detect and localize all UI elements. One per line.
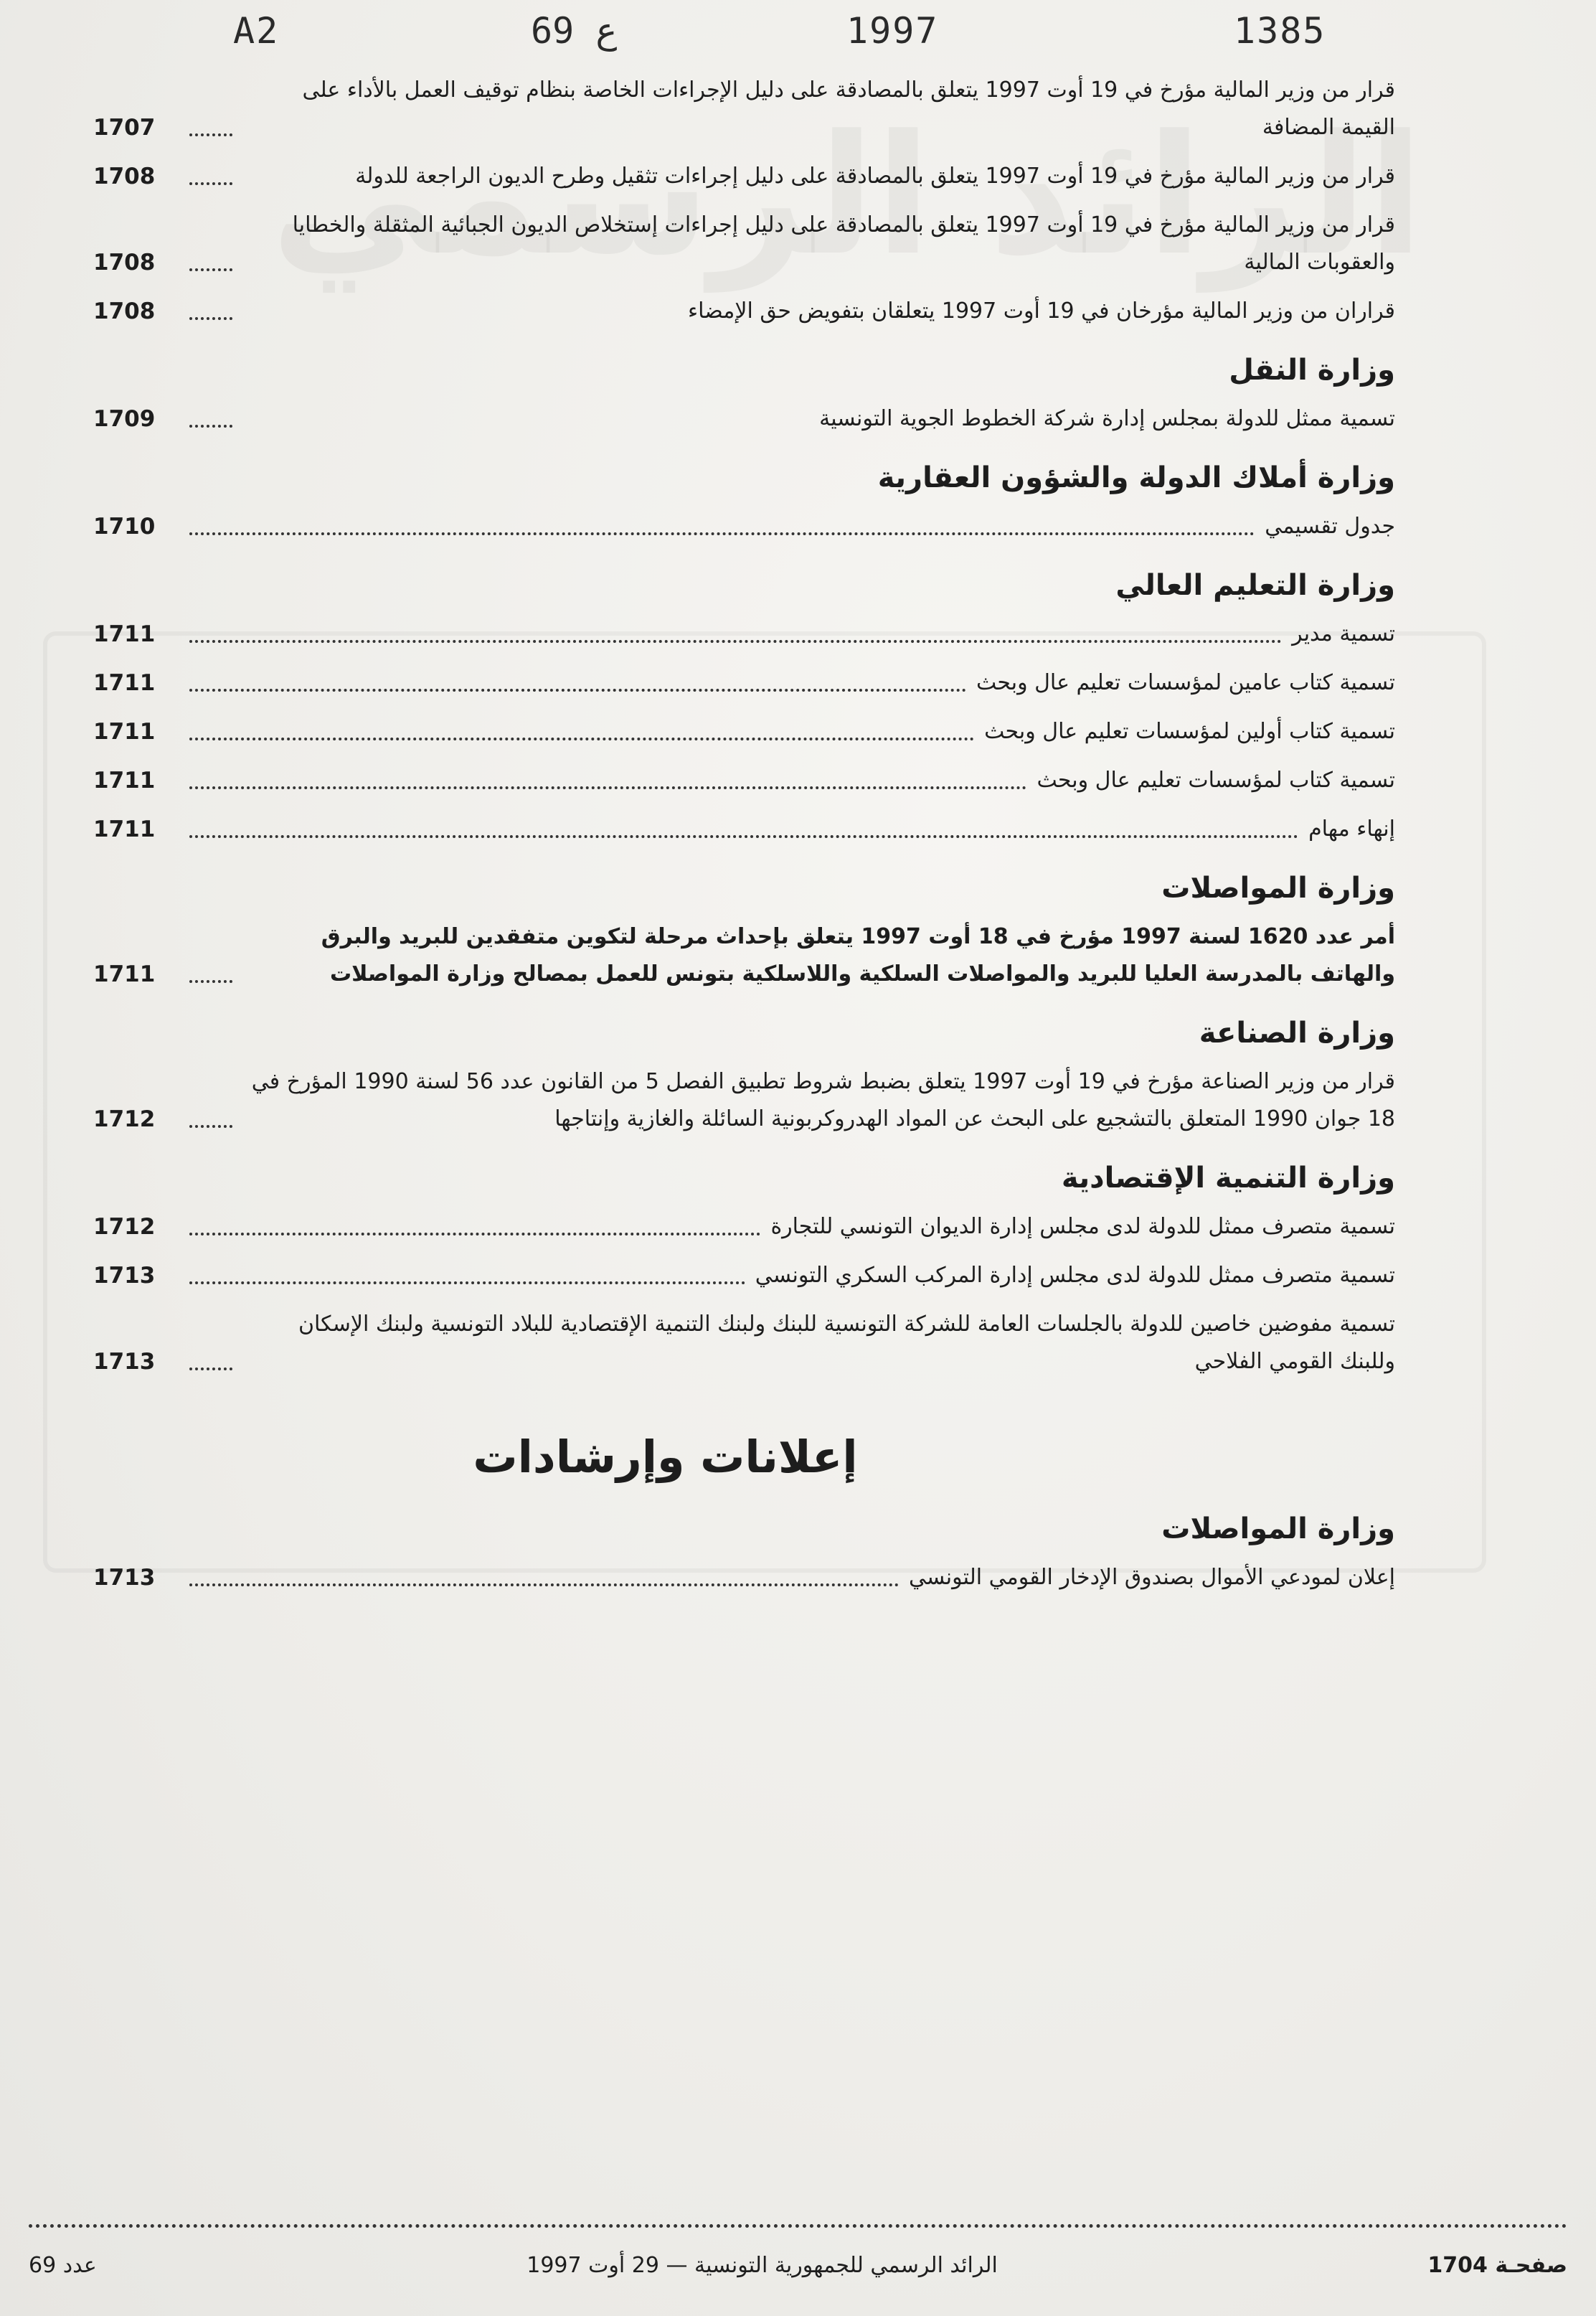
leader-dots <box>189 1368 232 1370</box>
leader-dots <box>189 689 966 692</box>
toc-entry-page: 1711 <box>93 768 156 794</box>
page-footer <box>29 2224 1567 2316</box>
handwritten-note-b: 69 ع <box>531 10 618 52</box>
toc-entry[interactable] <box>93 1306 1395 1380</box>
footer-issue-number: عدد 69 <box>29 2253 97 2278</box>
toc-entry-page: 1712 <box>93 1106 156 1132</box>
leader-dots <box>189 786 1026 789</box>
leader-dots <box>189 317 232 320</box>
toc-entry-page: 1707 <box>93 115 156 141</box>
toc-entry-page: 1708 <box>93 298 156 324</box>
toc-entry-page: 1713 <box>93 1263 156 1289</box>
section-heading-state-property: وزارة أملاك الدولة والشؤون العقارية <box>877 461 1395 494</box>
toc-entry[interactable] <box>93 762 1395 799</box>
toc-entry-page: 1713 <box>93 1565 156 1591</box>
toc-entry-text: تسمية كتاب لمؤسسات تعليم عال وبحث <box>1037 768 1395 793</box>
toc-entry[interactable] <box>93 1208 1395 1246</box>
footer-rule <box>29 2224 1567 2228</box>
section-heading-communications-announcements: وزارة المواصلات <box>1161 1512 1395 1545</box>
handwritten-note-a: A2 <box>233 10 280 52</box>
toc-entry[interactable] <box>93 293 1395 330</box>
toc-entry-page: 1712 <box>93 1214 156 1240</box>
leader-dots <box>189 133 232 136</box>
section-heading-higher-education: وزارة التعليم العالي <box>1115 569 1395 602</box>
toc-entry-text: قرار من وزير المالية مؤرخ في 19 أوت 1997 يتعلق بالمصادقة على دليل إجراءات إستخلاص الديون الجبائية المثقلة والخطايا والعقوبات المالية <box>292 212 1395 275</box>
section-heading-industry: وزارة الصناعة <box>1199 1017 1395 1050</box>
toc-entry-text: تسمية متصرف ممثل للدولة لدى مجلس إدارة الديوان التونسي للتجارة <box>770 1214 1395 1239</box>
toc-entry-text: تسمية ممثل للدولة بمجلس إدارة شركة الخطوط الجوية التونسية <box>819 406 1395 431</box>
handwritten-note-d: 1385 <box>1234 10 1326 52</box>
toc-entry-text: قرار من وزير المالية مؤرخ في 19 أوت 1997 يتعلق بالمصادقة على دليل إجراءات تثقيل وطرح الديون الراجعة للدولة <box>355 164 1395 189</box>
toc-entry-page: 1710 <box>93 514 156 540</box>
toc-entry-text: تسمية مدير <box>1292 621 1395 646</box>
toc-entry[interactable] <box>93 158 1395 195</box>
toc-entry-page: 1711 <box>93 670 156 696</box>
leader-dots <box>189 268 232 271</box>
toc-entry-text: إعلان لمودعي الأموال بصندوق الإدخار القومي التونسي <box>908 1565 1395 1590</box>
toc-entry[interactable] <box>93 918 1395 993</box>
leader-dots <box>189 1281 745 1284</box>
leader-dots <box>189 182 232 185</box>
toc-entry-page: 1709 <box>93 406 156 432</box>
toc-entry-page: 1711 <box>93 816 156 842</box>
toc-entry[interactable] <box>93 400 1395 438</box>
leader-dots <box>189 1233 760 1235</box>
toc-entry-page: 1711 <box>93 621 156 647</box>
section-heading-transport: وزارة النقل <box>1229 354 1395 387</box>
leader-dots <box>189 738 974 740</box>
leader-dots <box>189 425 232 428</box>
toc-entry-page: 1711 <box>93 719 156 745</box>
toc-entry-text: إنهاء مهام <box>1308 816 1395 842</box>
toc-entry-text: تسمية كتاب عامين لمؤسسات تعليم عال وبحث <box>976 670 1395 695</box>
toc-entry-page: 1708 <box>93 164 156 189</box>
handwritten-note-c: 1997 <box>846 10 939 52</box>
toc-entry[interactable] <box>93 508 1395 545</box>
footer-journal-title: الرائد الرسمي للجمهورية التونسية — 29 أوت 1997 <box>527 2253 998 2278</box>
section-heading-economic-development: وزارة التنمية الإقتصادية <box>1061 1162 1395 1195</box>
toc-entry-text: تسمية مفوضين خاصين للدولة بالجلسات العامة للشركة التونسية للبنك ولبنك التنمية الإقتصادية للبلاد التونسية ولبنك الإسكان وللبنك القومي الفلاحي <box>298 1312 1395 1374</box>
toc-entry[interactable] <box>93 616 1395 653</box>
toc-entry-page: 1711 <box>93 961 156 987</box>
toc-entry[interactable] <box>93 1257 1395 1294</box>
toc-entry-text: قرار من وزير المالية مؤرخ في 19 أوت 1997 يتعلق بالمصادقة على دليل الإجراءات الخاصة بنظام توقيف العمل بالأداء على القيمة المضافة <box>302 77 1395 140</box>
toc-entry[interactable] <box>93 811 1395 848</box>
toc-entry[interactable] <box>93 1559 1395 1596</box>
leader-dots <box>189 980 232 983</box>
footer-row <box>29 2253 1567 2278</box>
toc-entry[interactable] <box>93 72 1395 146</box>
leader-dots <box>189 1125 232 1128</box>
toc-entry-page: 1708 <box>93 250 156 276</box>
leader-dots <box>189 1583 899 1586</box>
announcements-title: إعلانات وإرشادات <box>473 1431 858 1483</box>
toc-entry-text: قراران من وزير المالية مؤرخان في 19 أوت 1997 يتعلقان بتفويض حق الإمضاء <box>688 298 1395 324</box>
footer-page-label: صفحـة 1704 <box>1427 2253 1567 2278</box>
leader-dots <box>189 640 1282 643</box>
toc-entry-text: جدول تقسيمي <box>1265 514 1395 539</box>
toc-entry-text: تسمية كتاب أولين لمؤسسات تعليم عال وبحث <box>984 719 1395 744</box>
toc-entry[interactable] <box>93 207 1395 281</box>
toc-entry-text: تسمية متصرف ممثل للدولة لدى مجلس إدارة المركب السكري التونسي <box>755 1263 1395 1288</box>
toc-entry-page: 1713 <box>93 1349 156 1375</box>
toc-entry[interactable] <box>93 1063 1395 1138</box>
toc-entry-text: قرار من وزير الصناعة مؤرخ في 19 أوت 1997 يتعلق بضبط شروط تطبيق الفصل 5 من القانون عدد 56 لسنة 1990 المؤرخ في 18 جوان 1990 المتعلق بالتشجيع على البحث عن المواد الهدروكربونية السائلة والغازية وإنتاجها <box>251 1069 1395 1131</box>
leader-dots <box>189 532 1255 535</box>
toc-entry[interactable] <box>93 664 1395 702</box>
table-of-contents <box>93 72 1395 1608</box>
toc-entry-text: أمر عدد 1620 لسنة 1997 مؤرخ في 18 أوت 1997 يتعلق بإحداث مرحلة لتكوين متفقدين للبريد والبرق والهاتف بالمدرسة العليا للبريد والمواصلات السلكية واللاسلكية بتونس للعمل بمصالح وزارة المواصلات <box>321 924 1395 987</box>
toc-entry[interactable] <box>93 713 1395 750</box>
section-heading-communications: وزارة المواصلات <box>1161 872 1395 905</box>
leader-dots <box>189 835 1298 838</box>
